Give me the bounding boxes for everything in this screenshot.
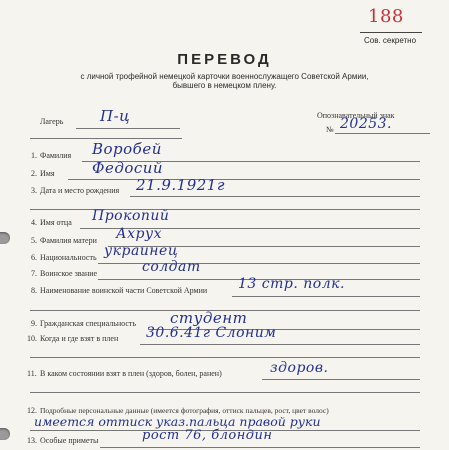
field-value: 30.6.41г Слоним	[146, 325, 277, 341]
badge-label: Опознавательный знак	[317, 111, 395, 120]
field-number: 4.	[31, 218, 37, 227]
field-value: студент	[170, 309, 248, 327]
field-number: 10.	[27, 334, 37, 343]
field-label: В каком состоянии взят в плен (здоров, болен, ранен)	[40, 369, 222, 378]
field-value: 21.9.1921г	[136, 176, 225, 194]
field-value: здоров.	[270, 360, 329, 376]
field-line	[262, 379, 420, 380]
field-value: Федосий	[92, 159, 164, 177]
field-label: Подробные персональные данные (имеется фотография, оттиск пальцев, рост, цвет волос)	[40, 406, 329, 415]
field-line	[68, 179, 420, 180]
field-label: Особые приметы	[40, 436, 99, 445]
field-label: Воинское звание	[40, 269, 98, 278]
badge-line	[335, 133, 430, 134]
binder-hole	[0, 232, 10, 244]
document-title: ПЕРЕВОД	[177, 51, 272, 68]
document-subtitle-1: с личной трофейной немецкой карточки военнослужащего Советской Армии,	[80, 72, 369, 81]
field-label: Когда и где взят в плен	[40, 334, 119, 343]
badge-value: 20253.	[340, 116, 392, 132]
field-label: Имя	[40, 169, 55, 178]
field-value: 13 стр. полк.	[238, 276, 345, 292]
field-number: 11.	[27, 369, 37, 378]
field-label: Гражданская специальность	[40, 319, 137, 328]
field-value: Прокопий	[92, 208, 170, 224]
field-number: 5.	[31, 236, 37, 245]
field-line	[130, 196, 420, 197]
field-number: 7.	[31, 269, 37, 278]
field-number: 2.	[31, 169, 37, 178]
field-line	[100, 447, 420, 448]
field-number: 6.	[31, 253, 37, 262]
page-number-stamp: 188	[368, 6, 404, 27]
classification-label: Сов. секретно	[364, 36, 417, 45]
field-value: солдат	[142, 259, 201, 275]
field-label: Национальность	[40, 253, 97, 262]
binder-hole	[0, 428, 10, 440]
field-value: Ахрух	[116, 226, 162, 242]
field-label: Дата и место рождения	[40, 186, 120, 195]
classification-rule	[360, 32, 422, 33]
field-line	[30, 392, 420, 393]
field-value: имеется оттиск указ.пальца правой руки	[34, 414, 321, 429]
field-number: 9.	[31, 319, 37, 328]
camp-value: П-ц	[100, 107, 131, 125]
field-value: украинец	[104, 243, 179, 259]
camp-line-2	[30, 138, 182, 139]
field-label: Наименование воинской части Советской Армии	[40, 286, 208, 295]
document-subtitle-2: бывшего в немецком плену.	[172, 81, 277, 90]
camp-label: Лагерь	[40, 117, 64, 126]
field-label: Имя отца	[40, 218, 72, 227]
field-number: 12.	[27, 406, 37, 415]
field-line	[140, 344, 420, 345]
field-label: Фамилия	[40, 151, 72, 160]
field-number: 3.	[31, 186, 37, 195]
field-value: рост 76, блондин	[142, 428, 273, 443]
field-number: 1.	[31, 151, 37, 160]
field-value: Воробей	[92, 140, 162, 158]
badge-prefix: №	[326, 125, 334, 134]
camp-line	[76, 128, 180, 129]
field-line	[30, 209, 420, 210]
field-line	[30, 357, 420, 358]
field-number: 13.	[27, 436, 37, 445]
field-number: 8.	[31, 286, 37, 295]
field-line	[232, 296, 420, 297]
field-label: Фамилия матери	[40, 236, 97, 245]
